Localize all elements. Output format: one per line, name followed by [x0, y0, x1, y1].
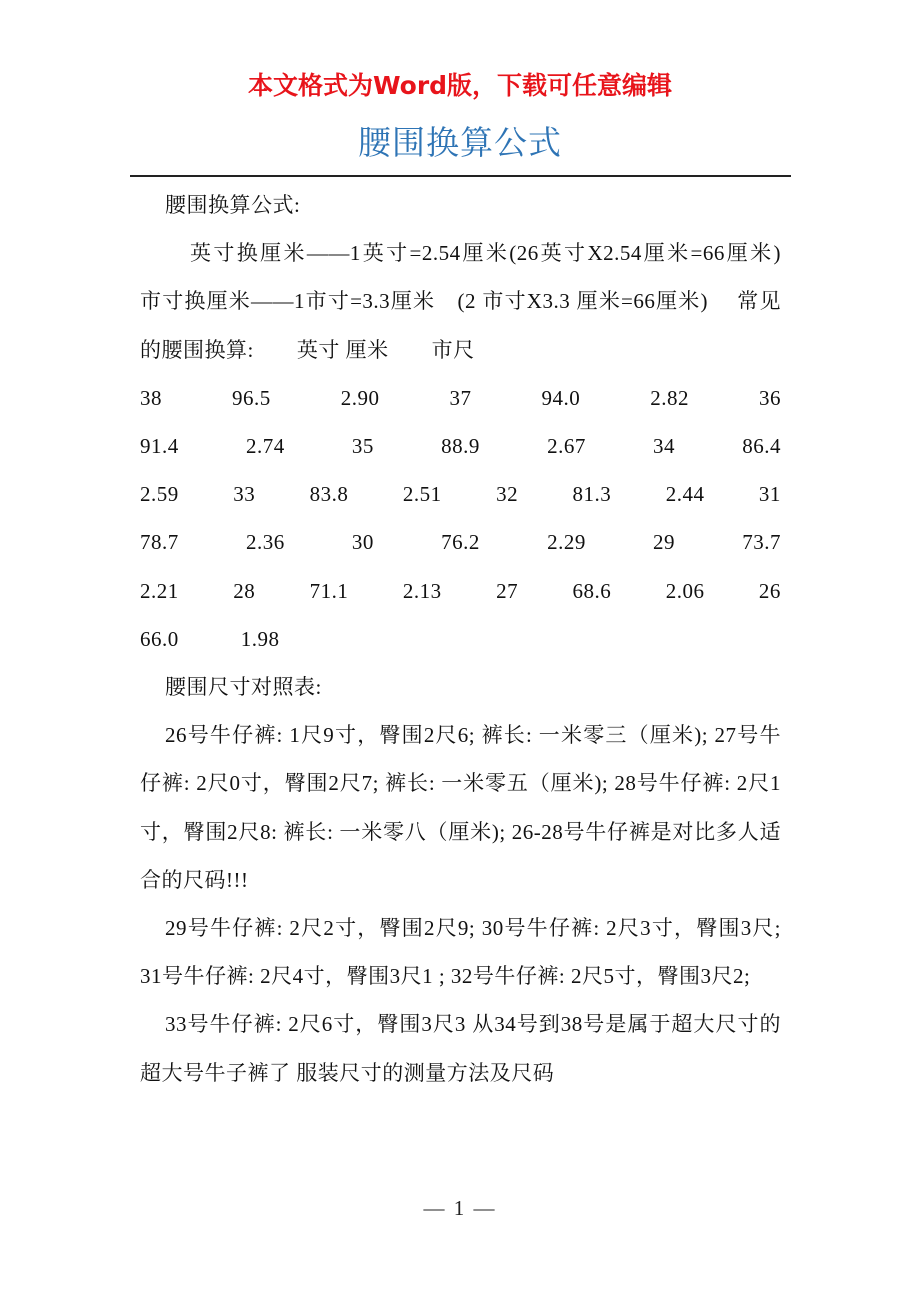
conversion-paragraph: 英寸换厘米——1英寸=2.54厘米(26英寸X2.54厘米=66厘米) 市寸换厘米——1市寸=3.3厘米 (2 市寸X3.3 厘米=66厘米) 常见的腰围换算: 英寸 厘米 市尺: [140, 241, 809, 362]
waist-conversion-table: [140, 374, 781, 663]
table-cell: 68.6: [572, 578, 612, 603]
table-cell: 38: [140, 385, 162, 410]
table-cell: 2.82: [650, 385, 689, 410]
table-cell: 91.4: [140, 434, 179, 458]
download-banner: 本文格式为Word版，下载可任意编辑: [247, 71, 673, 100]
table-cell: 2.51: [402, 482, 442, 507]
table-cell: 94.0: [541, 385, 581, 410]
table-cell: 2.29: [547, 530, 586, 555]
table-cell: 2.67: [547, 434, 586, 458]
page-number: — 1 —: [423, 1196, 497, 1220]
table-cell: 1.98: [240, 626, 280, 651]
size-paragraph-29-32: 29号牛仔裤: 2尺2寸，臀围2尺9; 30号牛仔裤: 2尺3寸，臀围3尺; 31号牛仔裤: 2尺4寸，臀围3尺1 ; 32号牛仔裤: 2尺5寸，臀围3尺2;: [140, 915, 781, 989]
table-cell: 88.9: [441, 434, 480, 458]
table-cell: 29: [653, 530, 676, 555]
table-cell: 2.06: [665, 578, 705, 603]
document-title: 腰围换算公式: [358, 123, 562, 162]
table-cell: 26: [758, 578, 781, 603]
table-cell: 71.1: [309, 578, 349, 603]
table-row: [140, 422, 781, 470]
table-row: [140, 374, 781, 422]
table-cell: 2.90: [340, 385, 380, 410]
title-divider: [130, 175, 791, 177]
section-heading-formula: 腰围换算公式:: [165, 193, 301, 217]
table-cell: 2.74: [245, 434, 285, 458]
table-cell: 81.3: [572, 482, 612, 507]
table-row: [140, 518, 781, 566]
table-cell: 35: [351, 434, 374, 458]
table-cell: 78.7: [140, 530, 179, 555]
table-cell: 83.8: [309, 482, 349, 507]
table-cell: 76.2: [441, 530, 480, 555]
table-cell: 32: [496, 482, 519, 507]
table-cell: 2.44: [665, 482, 705, 507]
table-cell: 30: [351, 530, 374, 555]
table-cell: 2.59: [140, 482, 179, 507]
table-cell: 66.0: [140, 626, 179, 651]
size-paragraph-26-28: 26号牛仔裤: 1尺9寸，臀围2尺6; 裤长: 一米零三（厘米); 27号牛仔裤: 2尺0寸，臀围2尺7; 裤长: 一米零五（厘米); 28号牛仔裤: 2尺1寸，臀围2尺8: 裤长: 一米零八（厘米); 26-28号牛仔裤是对比多人适合的尺码!!!: [140, 723, 781, 892]
table-cell: 96.5: [232, 385, 271, 410]
document-body: [140, 181, 809, 1097]
table-cell: 2.36: [245, 530, 285, 555]
table-row: [140, 470, 781, 518]
table-cell: 2.21: [140, 578, 179, 603]
table-cell: 37: [449, 385, 472, 410]
table-cell: 33: [233, 482, 256, 507]
table-cell: 34: [653, 434, 676, 458]
table-cell: 28: [233, 578, 256, 603]
table-cell: 36: [759, 385, 781, 410]
table-cell: 2.13: [402, 578, 442, 603]
table-row: [140, 615, 781, 663]
table-cell: 31: [758, 482, 781, 507]
table-row: [140, 567, 781, 615]
size-paragraph-33-38: 33号牛仔裤: 2尺6寸，臀围3尺3 从34号到38号是属于超大尺寸的超大号牛子裤了 服装尺寸的测量方法及尺码: [140, 1012, 781, 1085]
table-cell: 86.4: [742, 434, 781, 458]
table-cell: 27: [496, 578, 519, 603]
section-heading-size-chart: 腰围尺寸对照表:: [165, 674, 322, 699]
table-cell: 73.7: [742, 530, 781, 555]
